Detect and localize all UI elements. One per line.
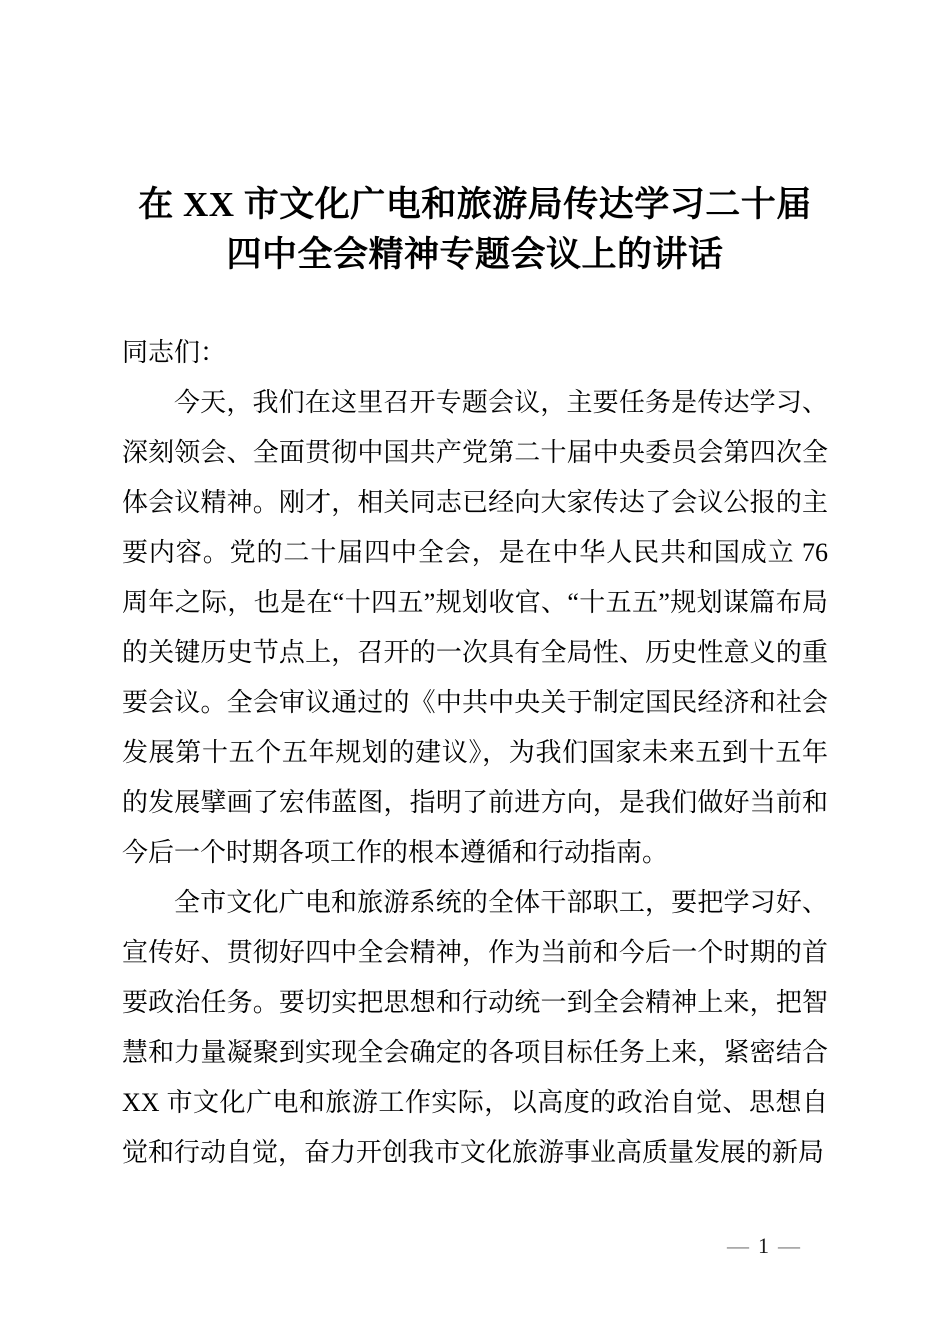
footer-dash-left: — bbox=[727, 1233, 749, 1258]
page-footer bbox=[727, 1233, 800, 1259]
page-number: 1 bbox=[758, 1233, 769, 1258]
salutation: 同志们： bbox=[122, 338, 227, 367]
footer-dash-right: — bbox=[778, 1233, 800, 1258]
paragraph: 全市文化广电和旅游系统的全体干部职工，要把学习好、宣传好、贯彻好四中全会精神，作为当前和今后一个时期的首要政治任务。要切实把思想和行动统一到全会精神上来，把智慧和力量凝聚到实现全会确定的各项目标任务上来，紧密结合 XX 市文化广电和旅游工作实际，以高度的政治自觉、思想自觉和行动自觉，奋力开创我市文化旅游事业高质量发展的新局 bbox=[122, 888, 828, 1167]
document-content bbox=[122, 0, 828, 1178]
paragraph: 今天，我们在这里召开专题会议，主要任务是传达学习、深刻领会、全面贯彻中国共产党第二十届中央委员会第四次全体会议精神。刚才，相关同志已经向大家传达了会议公报的主要内容。党的二十届四中全会，是在中华人民共和国成立 76 周年之际，也是在“十四五”规划收官、“十五五”规划谋篇布局的关键历史节点上，召开的一次具有全局性、历史性意义的重要会议。全会审议通过的《中共中央关于制定国民经济和社会发展第十五个五年规划的建议》，为我们国家未来五到十五年的发展擘画了宏伟蓝图，指明了前进方向，是我们做好当前和今后一个时期各项工作的根本遵循和行动指南。 bbox=[122, 388, 828, 867]
document-title: 在 XX 市文化广电和旅游局传达学习二十届四中全会精神专题会议上的讲话 bbox=[138, 185, 812, 274]
